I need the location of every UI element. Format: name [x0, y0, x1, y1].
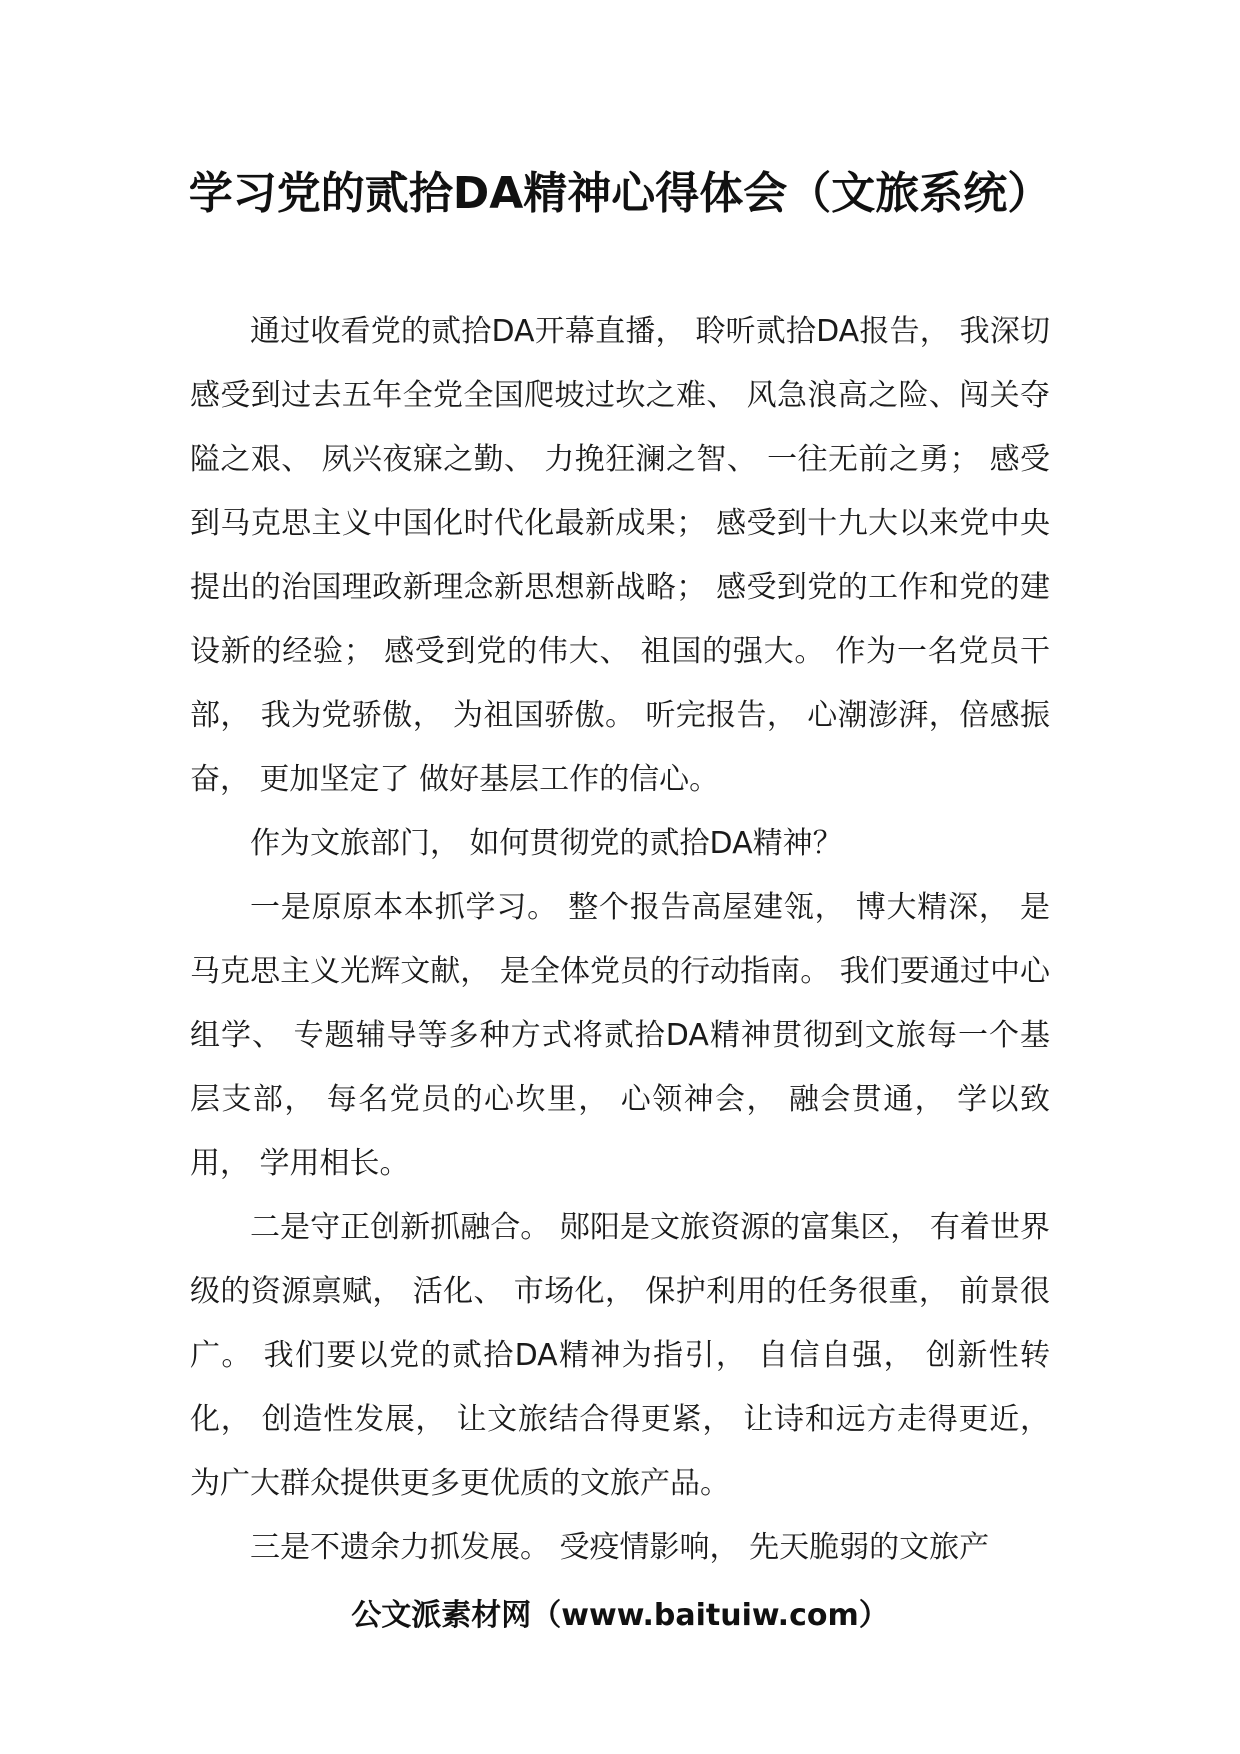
page-footer: 公文派素材网（www.baituiw.com） — [351, 1598, 889, 1633]
paragraph-1: 通过收看党的贰拾DA开幕直播， 聆听贰拾DA报告， 我深切感受到过去五年全党全国爬坡过坎之难、 风急浪高之险、闯关夺隘之艰、 夙兴夜寐之勤、 力挽狂澜之智、 一往无前之勇； 感受到马克思主义中国化时代化最新成果； 感受到十九大以来党中央提出的治国理政新理念新思想新战略； 感受到党的工作和党的建设新的经验； 感受到党的伟大、 祖国的强大。 作为一名党员干部， 我为党骄傲， 为祖国骄傲。 听完报告， 心潮澎湃，倍感振奋， 更加坚定了 做好基层工作的信心。 — [190, 314, 1050, 797]
document-title: 学习党的贰拾DA精神心得体会（文旅系统） — [188, 168, 1052, 219]
paragraph-3: 一是原原本本抓学习。 整个报告高屋建瓴， 博大精深， 是马克思主义光辉文献， 是全体党员的行动指南。 我们要通过中心组学、 专题辅导等多种方式将贰拾DA精神贯彻到文旅每一个基层支部， 每名党员的心坎里， 心领神会， 融会贯通， 学以致用， 学用相长。 — [190, 890, 1050, 1181]
paragraph-4: 二是守正创新抓融合。 郧阳是文旅资源的富集区， 有着世界级的资源禀赋， 活化、 市场化， 保护利用的任务很重， 前景很广。 我们要以党的贰拾DA精神为指引， 自信自强， 创新性转化， 创造性发展， 让文旅结合得更紧， 让诗和远方走得更近，为广大群众提供更多更优质的文旅产品。 — [190, 1210, 1050, 1501]
paragraph-5: 三是不遗余力抓发展。 受疫情影响， 先天脆弱的文旅产 — [250, 1530, 990, 1565]
document-body — [190, 300, 1050, 1580]
paragraph-2: 作为文旅部门， 如何贯彻党的贰拾DA精神？ — [250, 826, 843, 861]
